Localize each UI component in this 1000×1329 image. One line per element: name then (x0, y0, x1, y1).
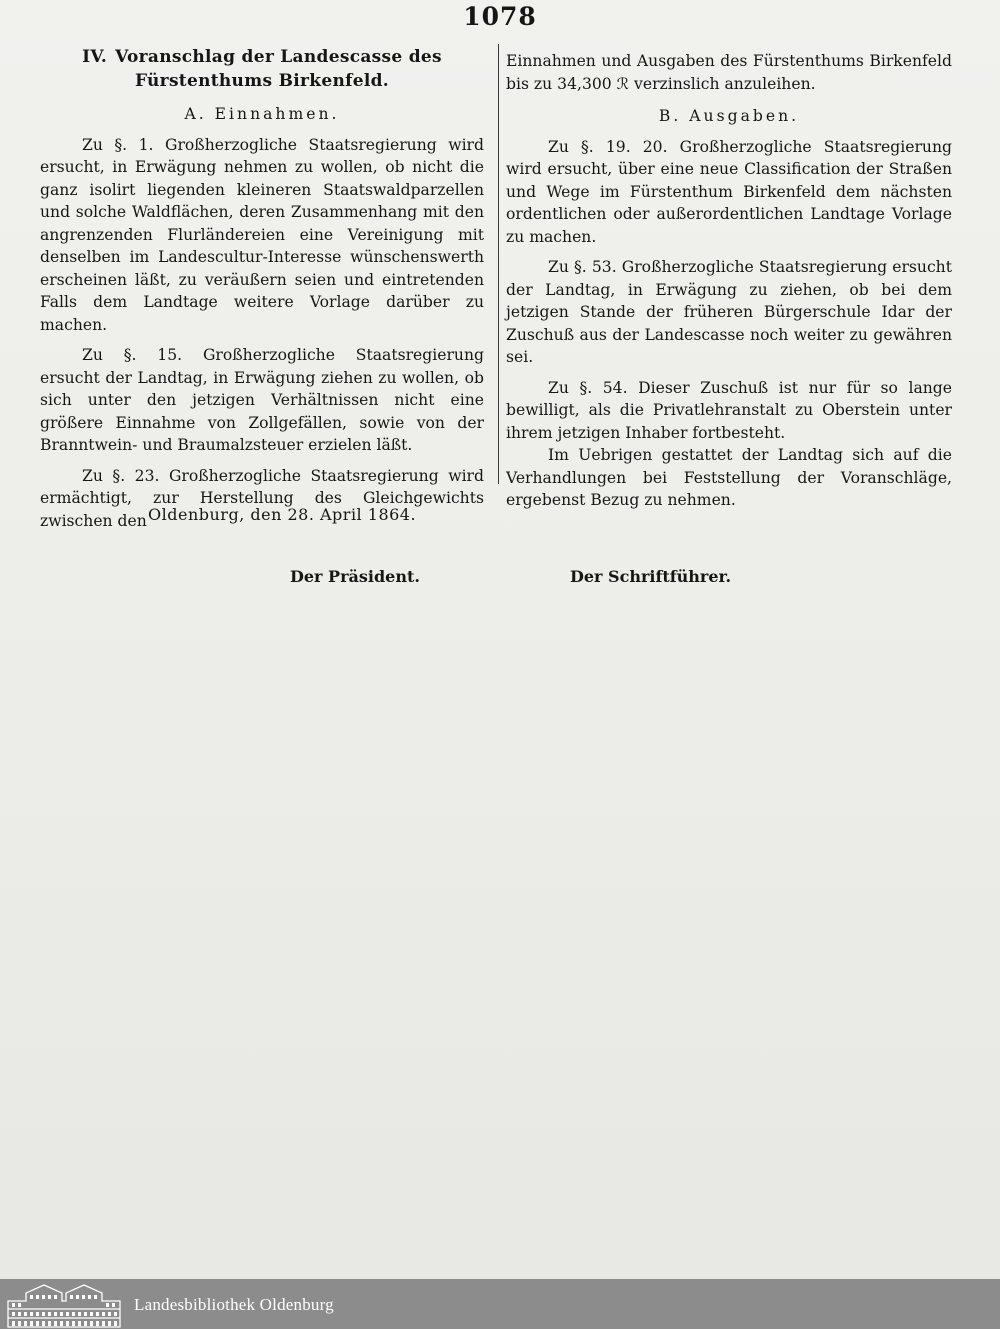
column-divider (498, 44, 499, 484)
paragraph: Zu §. 1. Großherzogliche Staatsregierung wird ersucht, in Erwägung nehmen zu wollen, ob nicht die ganz isolirt liegenden kleineren Staatswaldparzellen und solche Waldflächen, deren Zusammenhang mit den angrenzenden Flurländereien eine Vereinigung mit denselben im Landescultur-Interesse wünschenswerth erscheinen läßt, zu veräußern seien und eintretenden Falls dem Landtage weitere Vorlage darüber zu machen. (40, 135, 484, 334)
paragraph: Zu §. 19. 20. Großherzogliche Staatsregierung wird ersucht, über eine neue Classification der Straßen und Wege im Fürstenthum Birkenfeld dem nächsten ordentlichen oder außerordentlichen Landtage Vorlage zu machen. (506, 137, 952, 246)
page-number: 1078 (463, 2, 537, 31)
library-footer (0, 1279, 1000, 1329)
paragraph: Zu §. 15. Großherzogliche Staatsregierung ersucht der Landtag, in Erwägung ziehen zu wollen, ob sich unter den jetzigen Verhältnissen nicht eine größere Einnahme von Zollgefällen, sowie von der Branntwein- und Braumalzsteuer erzielen läßt. (40, 346, 484, 454)
paragraph: Im Uebrigen gestattet der Landtag sich auf die Verhandlungen bei Feststellung der Voranschläge, ergebenst Bezug zu nehmen. (506, 446, 952, 509)
section-title: Voranschlag der Landescasse des Fürstenthums Birkenfeld. (115, 47, 442, 91)
library-building-icon (4, 1279, 124, 1329)
library-name: Landesbibliothek Oldenburg (134, 1295, 334, 1314)
left-column (40, 45, 484, 532)
paragraph-continuation: Einnahmen und Ausgaben des Fürstenthums Birkenfeld bis zu 34,300 ℛ verzinslich anzuleihen. (506, 52, 952, 93)
section-roman-numeral: IV. (82, 47, 108, 67)
signature-place-date: Oldenburg, den 28. April 1864. (148, 505, 417, 524)
signature-secretary: Der Schriftführer. (570, 567, 732, 586)
subheading-einnahmen: A. Einnahmen. (184, 105, 340, 123)
paragraph: Zu §. 23. Großherzogliche Staatsregierung wird ermächtigt, zur Herstellung des Gleichgewichts zwischen den (40, 466, 484, 530)
subheading-ausgaben: B. Ausgaben. (658, 107, 800, 125)
right-column (506, 50, 952, 512)
paragraph: Zu §. 53. Großherzogliche Staatsregierung ersucht der Landtag, in Erwägung zu ziehen, ob bei dem jetzigen Stande der früheren Bürgerschule Idar der Zuschuß aus der Landescasse noch weiter zu gewähren sei. (506, 258, 952, 366)
signature-president: Der Präsident. (290, 567, 420, 586)
paragraph: Zu §. 54. Dieser Zuschuß ist nur für so lange bewilligt, als die Privatlehranstalt zu Oberstein unter ihrem jetzigen Inhaber fortbesteht. (506, 378, 952, 442)
section-heading (40, 45, 484, 93)
